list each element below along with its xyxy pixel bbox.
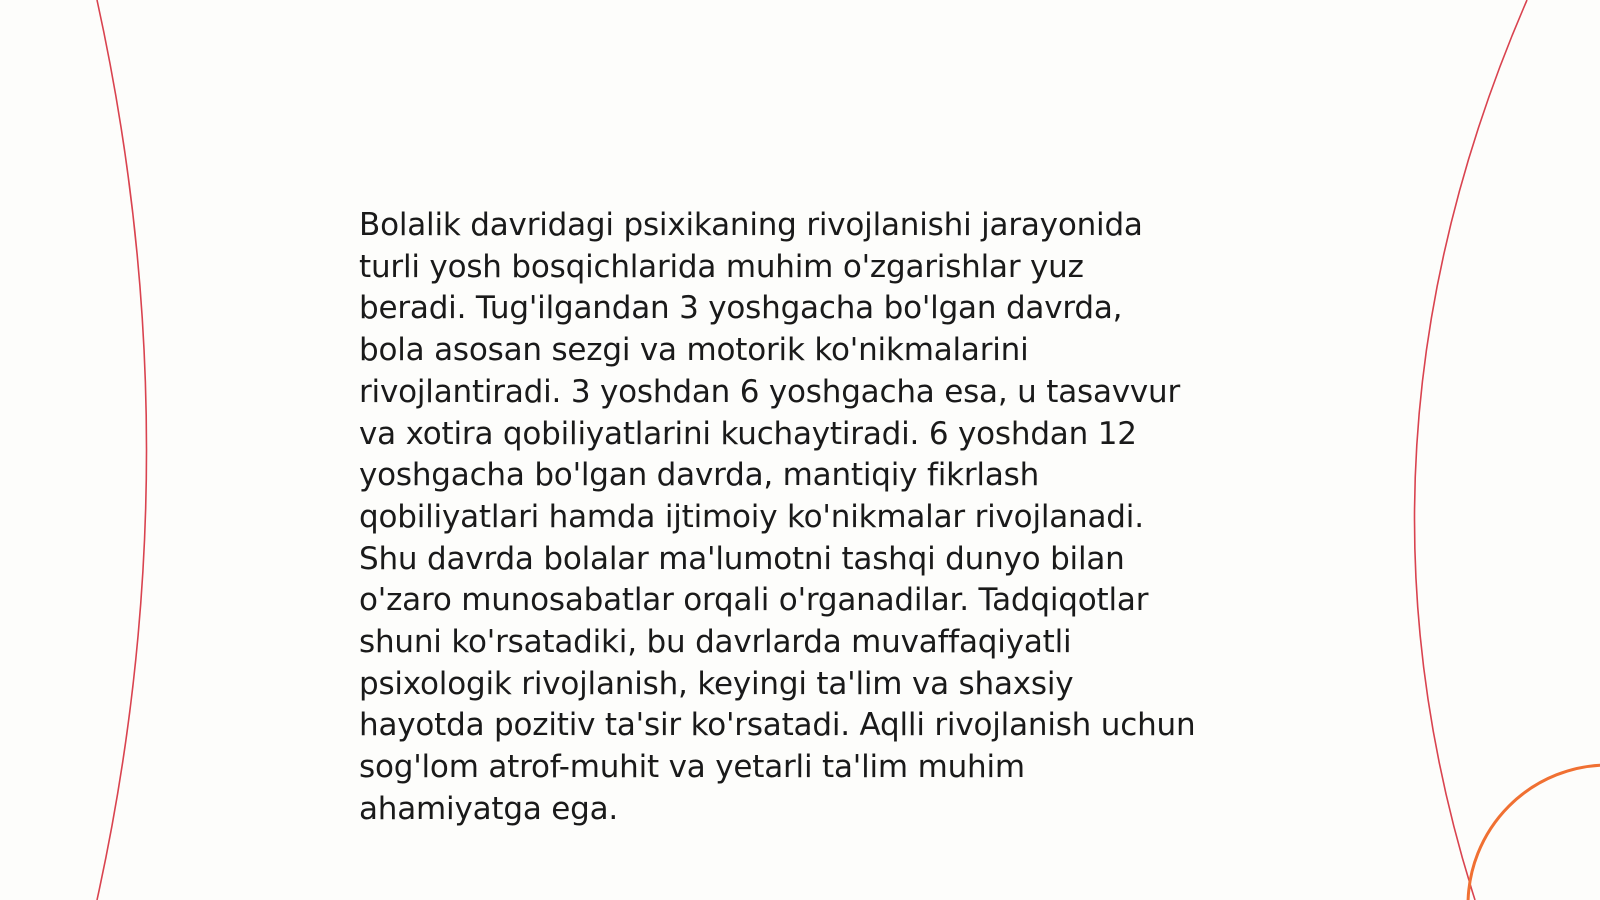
body-paragraph: Bolalik davridagi psixikaning rivojlanishi jarayonida turli yosh bosqichlarida muhim o'zgarishlar yuz beradi. Tug'ilgandan 3 yoshgacha bo'lgan davrda, bola asosan sezgi va motorik ko'nikmalarini rivojlantiradi. 3 yoshdan 6 yoshgacha esa, u tasavvur va xotira qobiliyatlarini kuchaytiradi. 6 yoshdan 12 yoshgacha bo'lgan davrda, mantiqiy fikrlash qobiliyatlari hamda ijtimoiy ko'nikmalar rivojlanadi. Shu davrda bolalar ma'lumotni tashqi dunyo bilan o'zaro munosabatlar orqali o'rganadilar. Tadqiqotlar shuni ko'rsatadiki, bu davrlarda muvaffaqiyatli psixologik rivojlanish, keyingi ta'lim va shaxsiy hayotda pozitiv ta'sir ko'rsatadi. Aqlli rivojlanish uchun sog'lom atrof-muhit va yetarli ta'lim muhim ahamiyatga ega. [359, 207, 1196, 827]
left-curve-line [97, 0, 147, 900]
accent-circle-arc [1468, 765, 1600, 900]
right-curve-line [1415, 0, 1528, 900]
